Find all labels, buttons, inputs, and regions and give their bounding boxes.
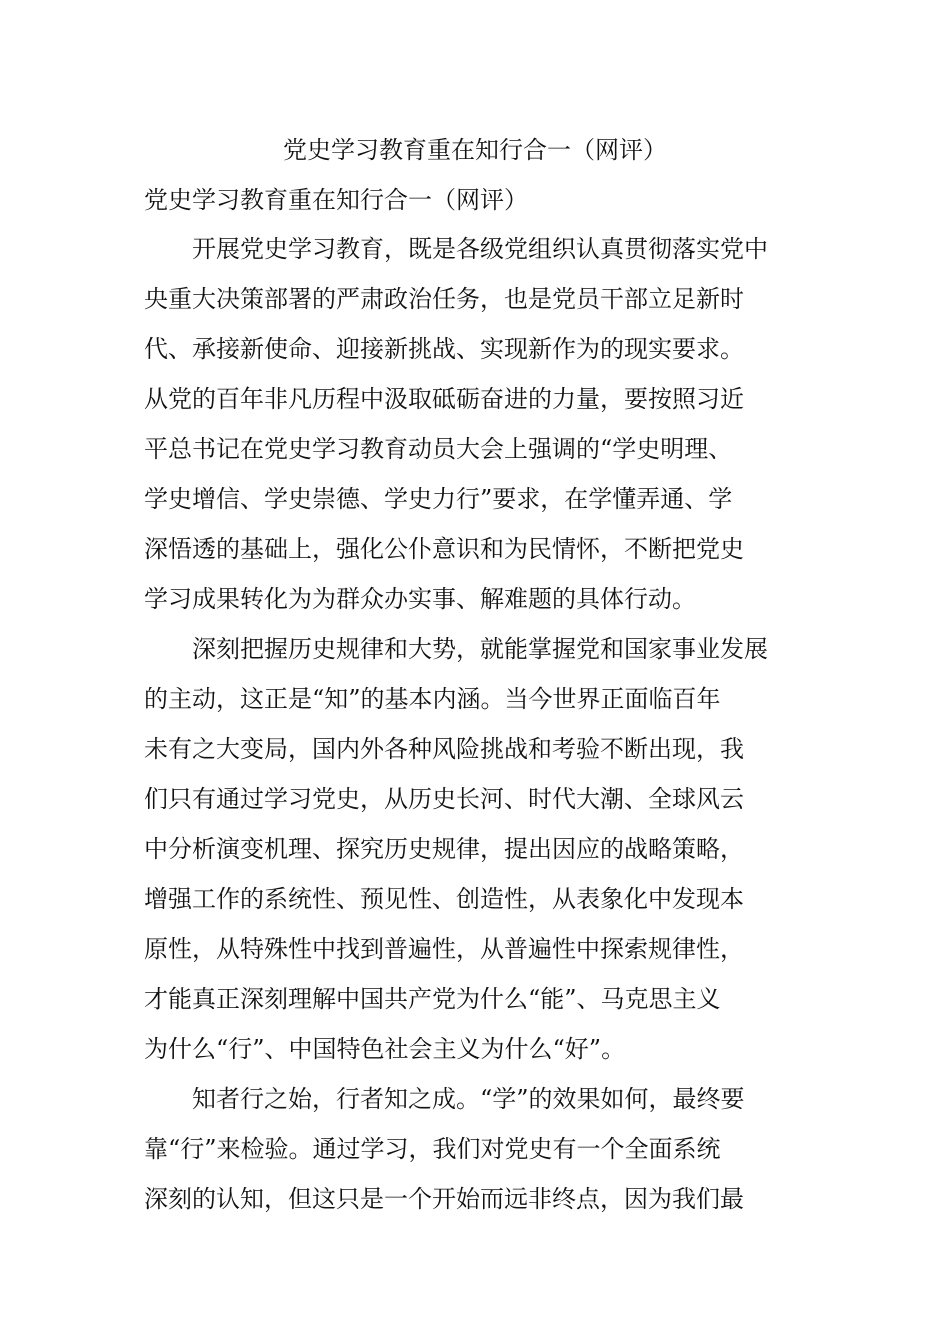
paragraph-line: 知者行之始，行者知之成。“学”的效果如何，最终要 [192, 1085, 745, 1113]
paragraph-line: 学习成果转化为为群众办实事、解难题的具体行动。 [144, 585, 696, 613]
paragraph-line: 开展党史学习教育，既是各级党组织认真贯彻落实党中 [192, 235, 768, 263]
paragraph-line: 代、承接新使命、迎接新挑战、实现新作为的现实要求。 [144, 335, 744, 363]
paragraph-line: 的主动，这正是“知”的基本内涵。当今世界正面临百年 [144, 685, 721, 713]
paragraph-line: 从党的百年非凡历程中汲取砥砺奋进的力量，要按照习近 [144, 385, 744, 413]
paragraph-line: 深刻的认知，但这只是一个开始而远非终点，因为我们最 [144, 1185, 744, 1213]
paragraph-line: 才能真正深刻理解中国共产党为什么“能”、马克思主义 [144, 985, 721, 1013]
paragraph-line: 靠“行”来检验。通过学习，我们对党史有一个全面系统 [144, 1135, 721, 1163]
paragraph-line: 们只有通过学习党史，从历史长河、时代大潮、全球风云 [144, 785, 744, 813]
paragraph-line: 学史增信、学史崇德、学史力行”要求，在学懂弄通、学 [144, 485, 733, 513]
paragraph-line: 为什么“行”、中国特色社会主义为什么“好”。 [144, 1035, 626, 1063]
paragraph-line: 深刻把握历史规律和大势，就能掌握党和国家事业发展 [192, 635, 768, 663]
paragraph-3 [144, 1074, 816, 1224]
paragraph-line: 深悟透的基础上，强化公仆意识和为民情怀，不断把党史 [144, 535, 744, 563]
paragraph-line: 原性，从特殊性中找到普遍性，从普遍性中探索规律性， [144, 935, 744, 963]
paragraph-line: 央重大决策部署的严肃政治任务，也是党员干部立足新时 [144, 285, 744, 313]
paragraph-line: 中分析演变机理、探究历史规律，提出因应的战略策略， [144, 835, 744, 863]
document-subtitle: 党史学习教育重在知行合一（网评） [144, 186, 528, 214]
document-title: 党史学习教育重在知行合一（网评） [283, 136, 667, 164]
paragraph-2 [144, 624, 816, 1074]
paragraph-line: 未有之大变局，国内外各种风险挑战和考验不断出现，我 [144, 735, 744, 763]
paragraph-line: 增强工作的系统性、预见性、创造性，从表象化中发现本 [144, 885, 744, 913]
paragraph-1 [144, 224, 816, 624]
paragraph-line: 平总书记在党史学习教育动员大会上强调的“学史明理、 [144, 435, 733, 463]
